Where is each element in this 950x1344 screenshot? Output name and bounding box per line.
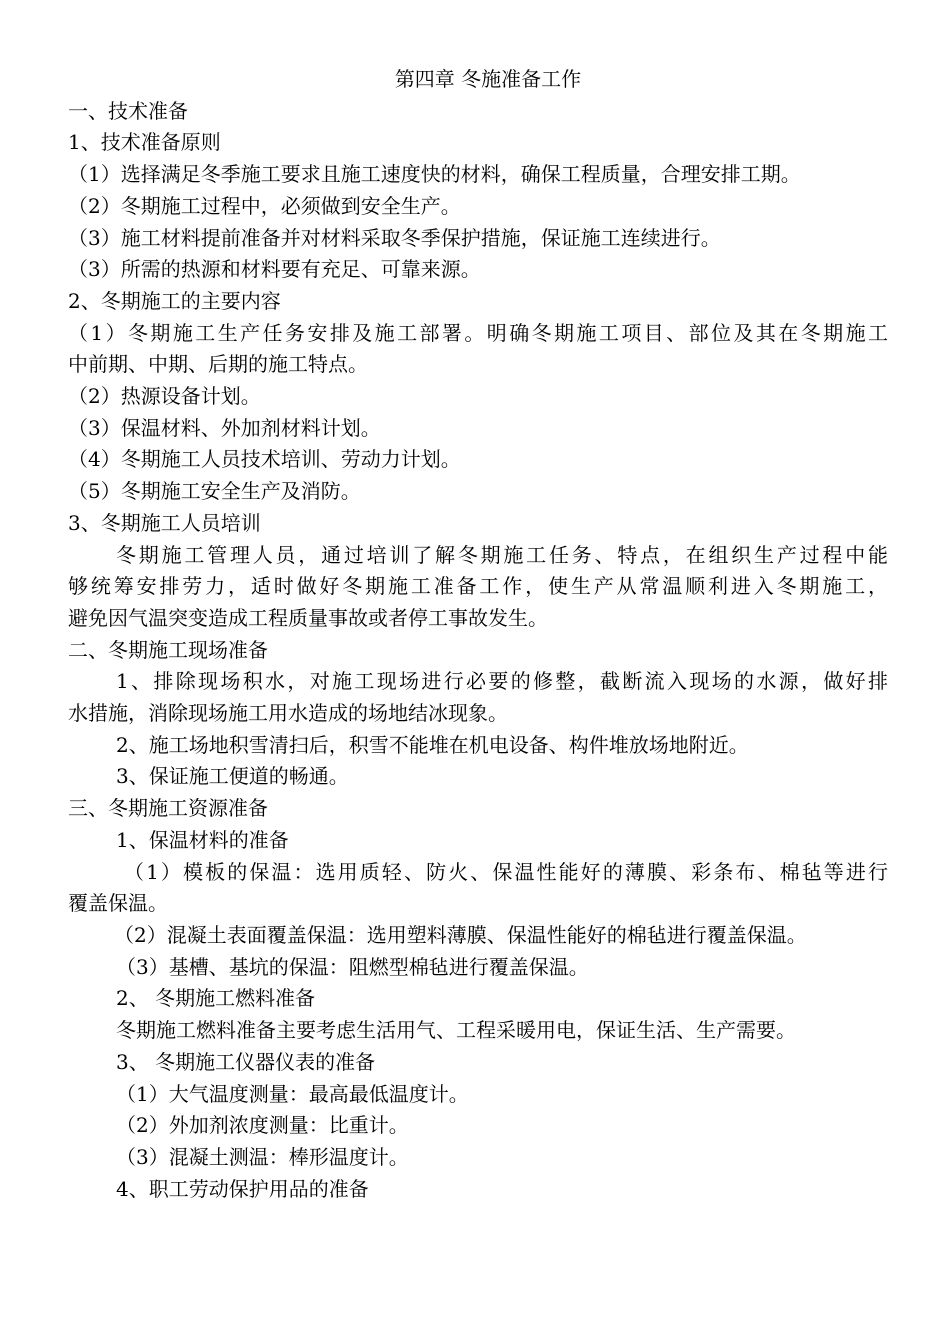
list-item: （3）所需的热源和材料要有充足、可靠来源。 [68, 257, 481, 282]
subsection-heading: 1、技术准备原则 [68, 130, 221, 155]
section-heading-3: 三、冬期施工资源准备 [68, 796, 268, 821]
list-item: （2）外加剂浓度测量：比重计。 [116, 1113, 409, 1138]
paragraph-line: 冬期施工燃料准备主要考虑生活用气、工程采暖用电，保证生活、生产需要。 [116, 1018, 796, 1043]
subsection-heading: 2、 冬期施工燃料准备 [116, 986, 316, 1011]
chapter-title: 第四章 冬施准备工作 [394, 67, 582, 91]
section-heading-1: 一、技术准备 [68, 98, 188, 123]
list-item: （3）保温材料、外加剂材料计划。 [68, 415, 381, 440]
list-item-continued: 中前期、中期、后期的施工特点。 [68, 352, 368, 377]
paragraph-line: 3、保证施工便道的畅通。 [116, 764, 349, 789]
list-item: （1）大气温度测量：最高最低温度计。 [116, 1081, 469, 1106]
subsection-heading: 3、冬期施工人员培训 [68, 510, 261, 535]
subsection-heading: 2、冬期施工的主要内容 [68, 288, 281, 313]
list-item: （3）混凝土测温：棒形温度计。 [116, 1144, 409, 1169]
list-item: （2）冬期施工过程中，必须做到安全生产。 [68, 193, 461, 218]
list-item: （4）冬期施工人员技术培训、劳动力计划。 [68, 447, 461, 472]
paragraph-line: 够统筹安排劳力，适时做好冬期施工准备工作，使生产从常温顺利进入冬期施工， [68, 574, 888, 599]
paragraph-line: 水措施，消除现场施工用水造成的场地结冰现象。 [68, 701, 508, 726]
section-heading-2: 二、冬期施工现场准备 [68, 637, 268, 662]
list-item: （3）基槽、基坑的保温：阻燃型棉毡进行覆盖保温。 [116, 954, 589, 979]
list-item-continued: 覆盖保温。 [68, 891, 168, 916]
paragraph-line: 冬期施工管理人员，通过培训了解冬期施工任务、特点，在组织生产过程中能 [116, 542, 888, 567]
list-item: （1）选择满足冬季施工要求且施工速度快的材料，确保工程质量，合理安排工期。 [68, 162, 801, 187]
list-item: （2）热源设备计划。 [68, 384, 261, 409]
list-item: （2）混凝土表面覆盖保温：选用塑料薄膜、保温性能好的棉毡进行覆盖保温。 [114, 922, 807, 947]
list-item: （1）模板的保温：选用质轻、防火、保温性能好的薄膜、彩条布、棉毡等进行 [124, 859, 888, 884]
subsection-heading: 4、职工劳动保护用品的准备 [116, 1176, 369, 1201]
list-item: （1）冬期施工生产任务安排及施工部署。明确冬期施工项目、部位及其在冬期施工 [68, 320, 888, 345]
list-item: （3）施工材料提前准备并对材料采取冬季保护措施，保证施工连续进行。 [68, 225, 721, 250]
paragraph-line: 2、施工场地积雪清扫后，积雪不能堆在机电设备、构件堆放场地附近。 [116, 732, 749, 757]
paragraph-line: 避免因气温突变造成工程质量事故或者停工事故发生。 [68, 605, 548, 630]
subsection-heading: 1、保温材料的准备 [116, 827, 289, 852]
list-item: （5）冬期施工安全生产及消防。 [68, 479, 361, 504]
document-page [68, 64, 888, 1205]
paragraph-line: 1、排除现场积水，对施工现场进行必要的修整，截断流入现场的水源，做好排 [116, 669, 888, 694]
subsection-heading: 3、 冬期施工仪器仪表的准备 [116, 1049, 376, 1074]
